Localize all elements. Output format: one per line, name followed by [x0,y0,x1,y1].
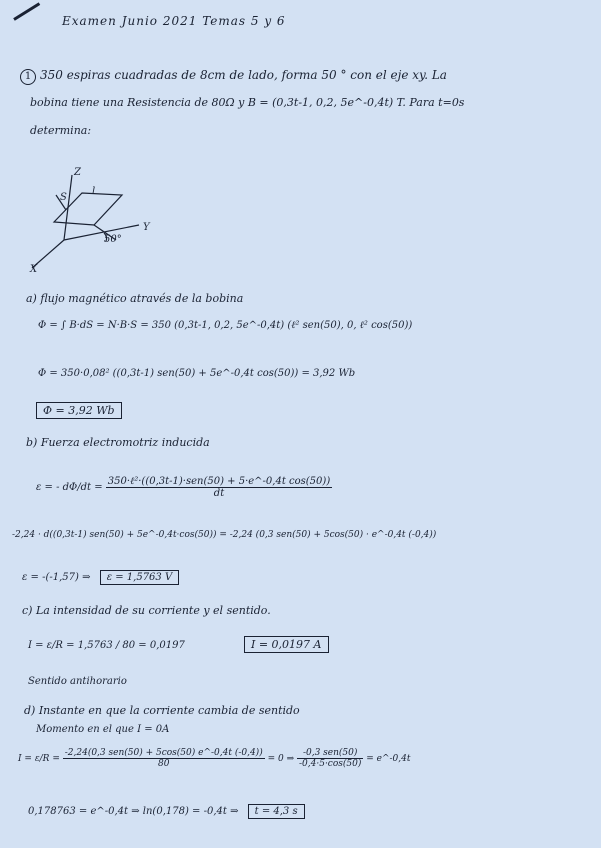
ratio-denominator: -0,4·5·cos(50) [299,759,362,769]
current-fraction-numerator: -2,24(0,3 sen(50) + 5cos(50) e^-0,4t (-0,4)) [64,748,263,758]
axis-x-label: X [30,264,38,275]
y-axis-line [64,225,139,240]
part-d-subheading: Momento en el que I = 0A [36,724,170,735]
axis-z-label: Z [74,167,81,178]
part-b-line3 [22,572,179,583]
emf-fraction-denominator: dt [213,488,225,499]
ratio-numerator: -0,3 sen(50) [297,748,363,759]
part-a-line1: Φ = ∫ B·dS = N·B·S = 350 (0,3t-1, 0,2, 5e^-0,4t) (ℓ² sen(50), 0, ℓ² cos(50)) [38,320,413,331]
emf-fraction-numerator: 350·ℓ²·((0,3t-1)·sen(50) + 5·e^-0,4t cos(50)) [107,476,331,487]
part-d-equation1 [18,748,410,769]
log-step: 0,178763 = e^-0,4t ⇒ ln(0,178) = -0,4t ⇒ [28,806,239,817]
part-b-line2: -2,24 · d((0,3t-1) sen(50) + 5e^-0,4t·cos(50)) = -2,24 (0,3 sen(50) + 5cos(50) · e^-0,4t (-0,4)) [12,530,437,540]
part-b-result-box: ε = 1,5763 V [100,570,180,585]
page-title: Examen Junio 2021 Temas 5 y 6 [62,14,286,28]
margin-slash-mark [13,2,40,20]
side-l-label: l [92,186,96,197]
problem-statement-line3: determina: [30,124,92,137]
problem-number: 1 [20,69,36,85]
part-c-equation: I = ε/R = 1,5763 / 80 = 0,0197 [28,640,185,651]
axis-y-label: Y [143,222,150,233]
part-b-equation [36,476,332,499]
part-a-line2: Φ = 350·0,08² ((0,3t-1) sen(50) + 5e^-0,4t cos(50)) = 3,92 Wb [38,368,356,379]
current-fraction-denominator: 80 [158,759,170,769]
part-b-heading: b) Fuerza electromotriz inducida [26,436,210,449]
statement-text-1: 350 espiras cuadradas de 8cm de lado, forma 50 ° con el eje xy. La [40,68,447,82]
part-c-direction: Sentido antihorario [28,676,127,687]
part-d-equation2 [28,806,305,817]
current-definition: I = ε/R = [18,754,60,764]
angle-label: 50° [104,234,122,245]
ratio-fraction [297,748,363,769]
part-c-result-box: I = 0,0197 A [244,636,329,653]
emf-definition: ε = - dΦ/dt = [36,482,103,493]
exponential-term: = e^-0,4t [366,754,411,764]
part-d-result-box: t = 4,3 s [248,804,305,819]
problem-statement-line2: bobina tiene una Resistencia de 80Ω y B = (0,3t-1, 0,2, 5e^-0,4t) T. Para t=0s [30,96,465,109]
problem-statement-line1 [20,68,447,85]
current-fraction [63,748,265,769]
equals-zero: = 0 ⇒ [267,754,295,764]
part-a-result-box: Φ = 3,92 Wb [36,402,122,419]
part-a-heading: a) flujo magnético através de la bobina [26,292,244,305]
part-c-heading: c) La intensidad de su corriente y el sentido. [22,604,271,617]
emf-value-step: ε = -(-1,57) ⇒ [22,572,91,583]
vector-s-label: S [60,192,67,203]
coil-diagram [24,165,184,280]
part-d-heading: d) Instante en que la corriente cambia de sentido [24,704,300,717]
emf-fraction [106,476,332,499]
